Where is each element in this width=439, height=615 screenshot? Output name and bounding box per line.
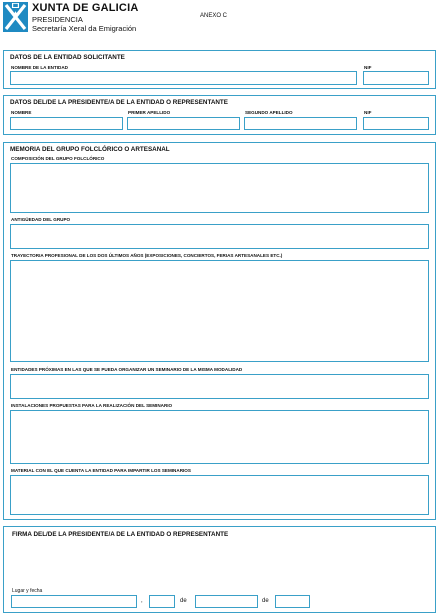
place-date-label: Lugar y fecha (12, 588, 43, 594)
entity-nif-label: NIF (364, 65, 372, 70)
material-label: MATERIAL CON EL QUE CUENTA LA ENTIDAD PARA IMPARTIR LOS SEMINARIOS (11, 468, 191, 473)
year-field[interactable] (275, 595, 310, 608)
material-field[interactable] (10, 475, 429, 515)
entity-nif-field[interactable] (363, 71, 429, 85)
annex-label: ANEXO C (200, 13, 228, 19)
brand-title: XUNTA DE GALICIA (32, 2, 139, 14)
section-applicant-entity-title: DATOS DE LA ENTIDAD SOLICITANTE (10, 54, 125, 61)
composition-field[interactable] (10, 163, 429, 213)
place-date-comma: , (141, 598, 143, 604)
president-name-field[interactable] (10, 117, 123, 130)
entity-name-label: NOMBRE DE LA ENTIDAD (11, 65, 68, 70)
president-nif-label: NIF (364, 110, 372, 115)
nearby-entities-field[interactable] (10, 374, 429, 399)
president-name-label: NOMBRE (11, 110, 32, 115)
president-surname2-field[interactable] (244, 117, 357, 130)
antiquity-label: ANTIGÜEDAD DEL GRUPO (11, 217, 71, 222)
career-label: TRAYECTORIA PROFESIONAL DE LOS DOS ÚLTIMOS AÑOS (EXPOSICIONES, CONCIERTOS, FERIAS ARTESANALES ETC.) (11, 253, 283, 258)
entity-name-field[interactable] (10, 71, 357, 85)
president-surname1-label: PRIMER APELLIDO (128, 110, 171, 115)
date-de-1: de (180, 598, 187, 604)
date-de-2: de (262, 598, 269, 604)
section-group-memory-title: MEMORIA DEL GRUPO FOLCLÓRICO O ARTESANAL (10, 146, 170, 153)
facilities-field[interactable] (10, 410, 429, 464)
president-nif-field[interactable] (363, 117, 429, 130)
facilities-label: INSTALACIONES PROPUESTAS PARA LA REALIZACIÓN DEL SEMINARIO (11, 403, 173, 408)
brand-secretariat: Secretaría Xeral da Emigración (32, 24, 137, 33)
composition-label: COMPOSICIÓN DEL GRUPO FOLCLÓRICO (11, 156, 105, 161)
president-surname2-label: SEGUNDO APELLIDO (245, 110, 293, 115)
section-president-data-title: DATOS DEL/DE LA PRESIDENTE/A DE LA ENTIDAD O REPRESENTANTE (10, 99, 228, 106)
section-signature-title: FIRMA DEL/DE LA PRESIDENTE/A DE LA ENTIDAD O REPRESENTANTE (12, 531, 229, 538)
day-field[interactable] (149, 595, 175, 608)
nearby-entities-label: ENTIDADES PRÓXIMAS EN LAS QUE SE PUEDA ORGANIZAR UN SEMINARIO DE LA MISMA MODALIDAD (11, 367, 243, 372)
brand-department: PRESIDENCIA (32, 15, 83, 24)
antiquity-field[interactable] (10, 224, 429, 249)
career-field[interactable] (10, 260, 429, 362)
place-field[interactable] (11, 595, 137, 608)
xunta-logo-icon (3, 2, 28, 32)
president-surname1-field[interactable] (127, 117, 240, 130)
month-field[interactable] (195, 595, 258, 608)
